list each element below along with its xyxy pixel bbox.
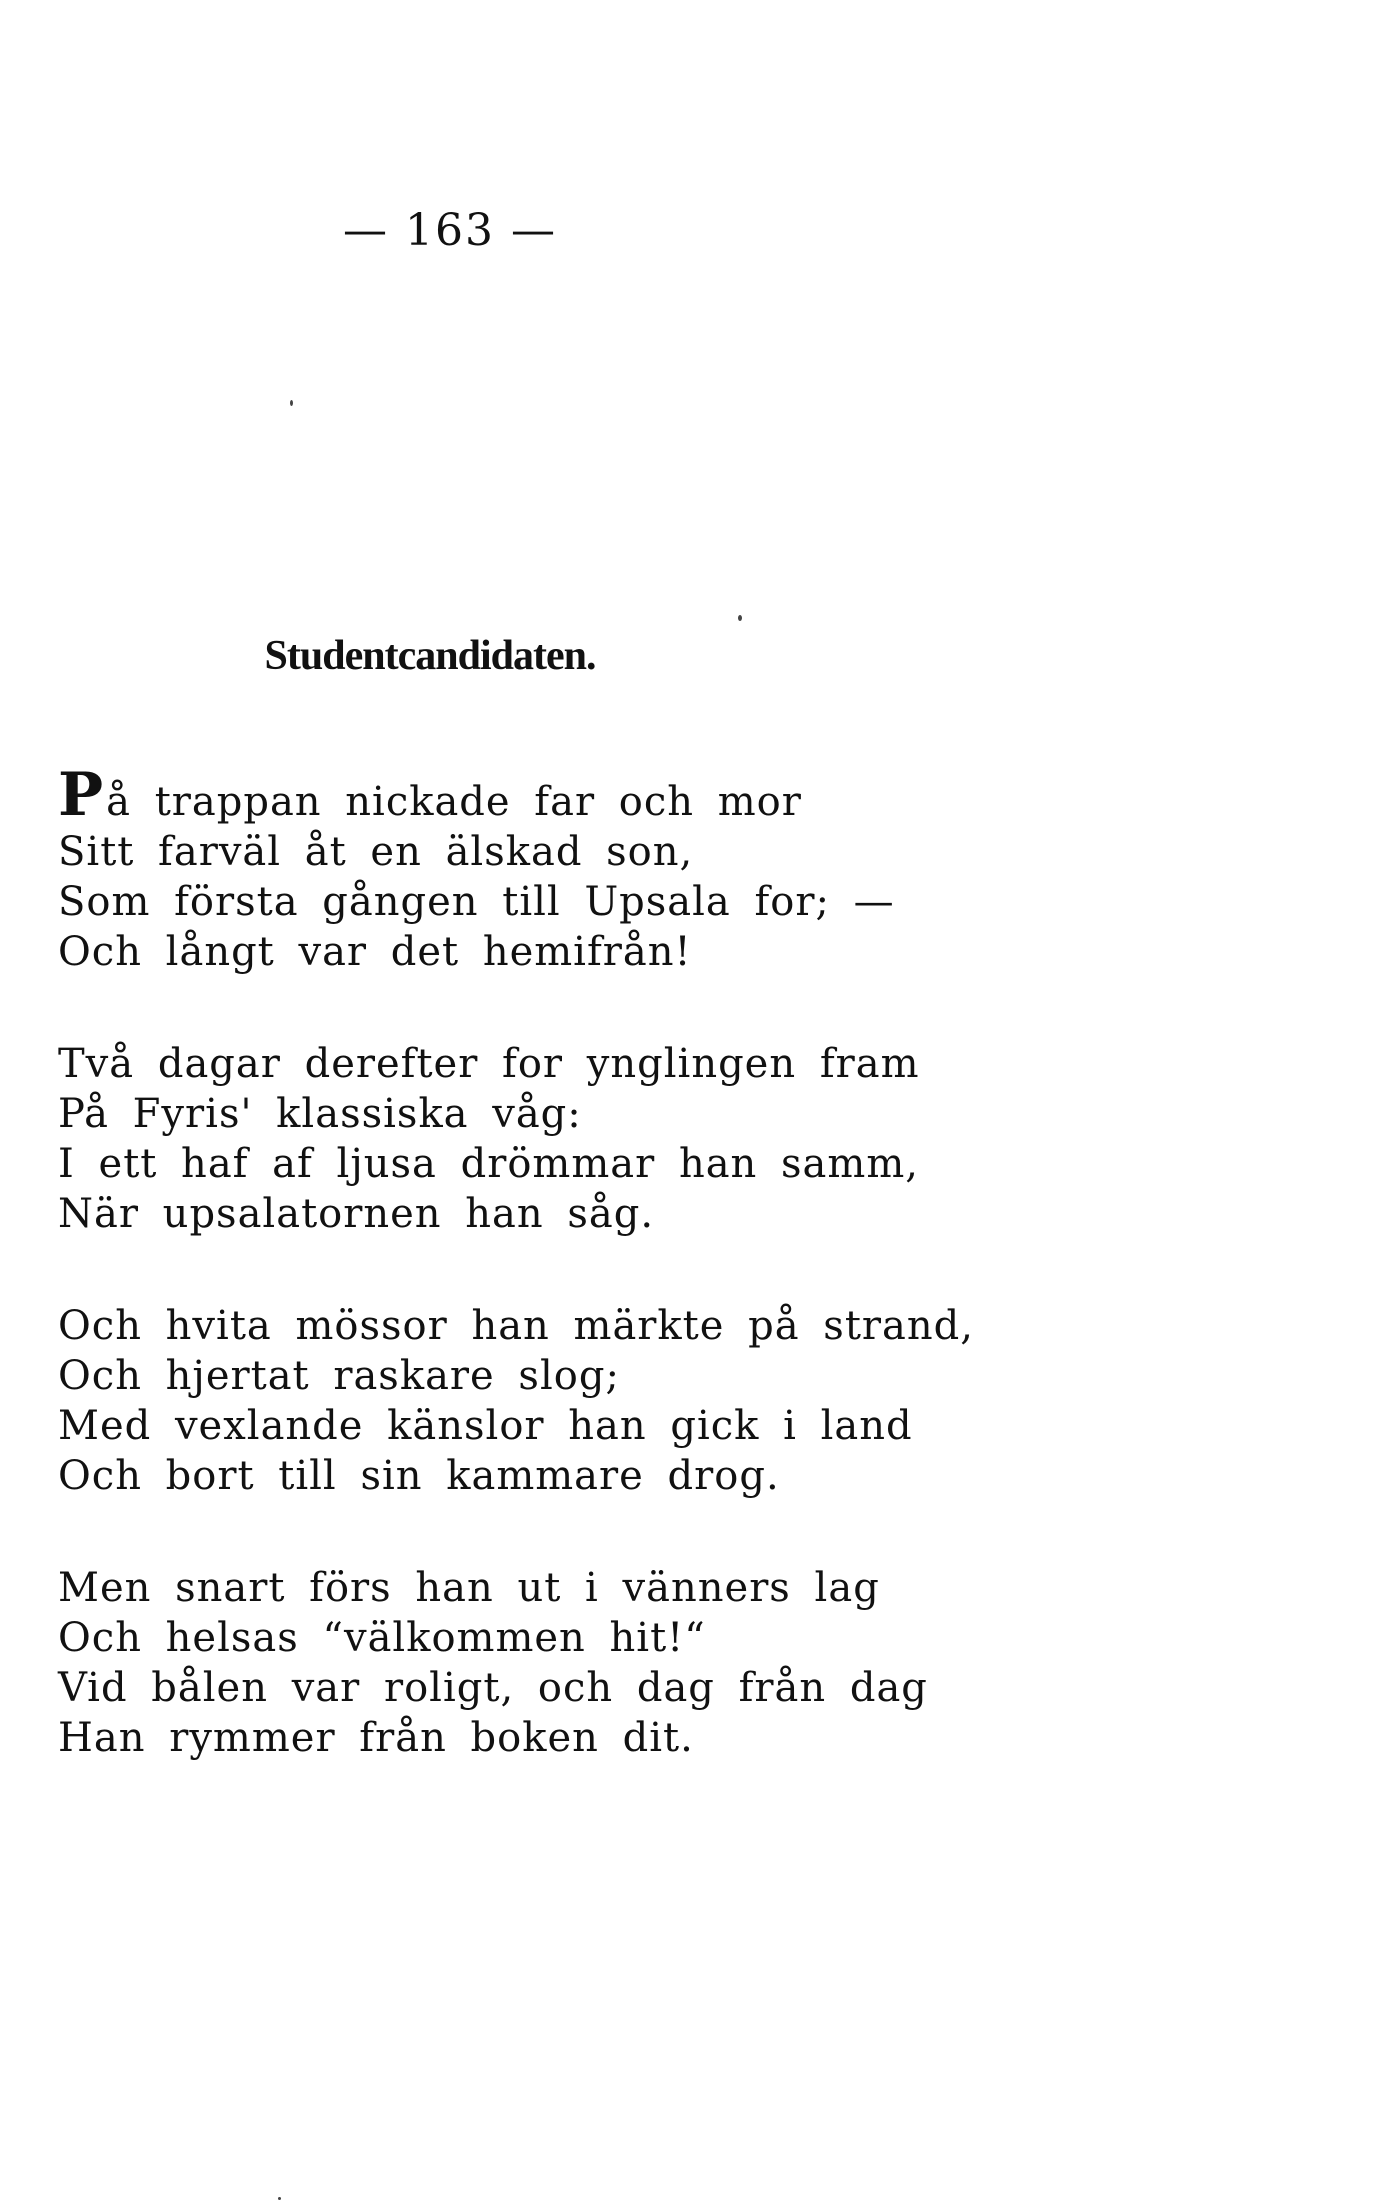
page-number: — 163 — [343,205,557,256]
poem-line: Och långt var det hemifrån! [58,929,692,975]
poem-line-first [58,760,1158,830]
poem-line: Med vexlande känslor han gick i land [58,1403,913,1449]
print-speck [738,615,742,621]
poem-line: På Fyris' klassiska våg: [58,1091,582,1137]
poem-line: Och helsas “välkommen hit!“ [58,1615,706,1661]
poem-line: Två dagar derefter for ynglingen fram [58,1041,920,1087]
stanza-2 [58,1039,1158,1239]
stanza-3 [58,1301,1158,1501]
poem-line: Och bort till sin kammare drog. [58,1453,780,1499]
poem-line: Som första gången till Upsala for; — [58,879,895,925]
poem-title: Studentcandidaten. [264,633,596,679]
stanza-1 [58,760,1158,977]
stanza-4 [58,1563,1158,1763]
poem-line: I ett haf af ljusa drömmar han samm, [58,1141,919,1187]
drop-cap: P [58,760,105,830]
poem-body [58,760,1158,1825]
poem-line: Han rymmer från boken dit. [58,1715,694,1761]
poem-line: Vid bålen var roligt, och dag från dag [58,1665,928,1711]
poem-line: Sitt farväl åt en älskad son, [58,829,694,875]
poem-line: Och hjertat raskare slog; [58,1353,620,1399]
first-line-text: å trappan nickade far och mor [106,779,802,825]
poem-line: Men snart förs han ut i vänners lag [58,1565,880,1611]
poem-line: När upsalatornen han såg. [58,1191,655,1237]
poem-line: Och hvita mössor han märkte på strand, [58,1303,974,1349]
print-speck [290,400,293,406]
